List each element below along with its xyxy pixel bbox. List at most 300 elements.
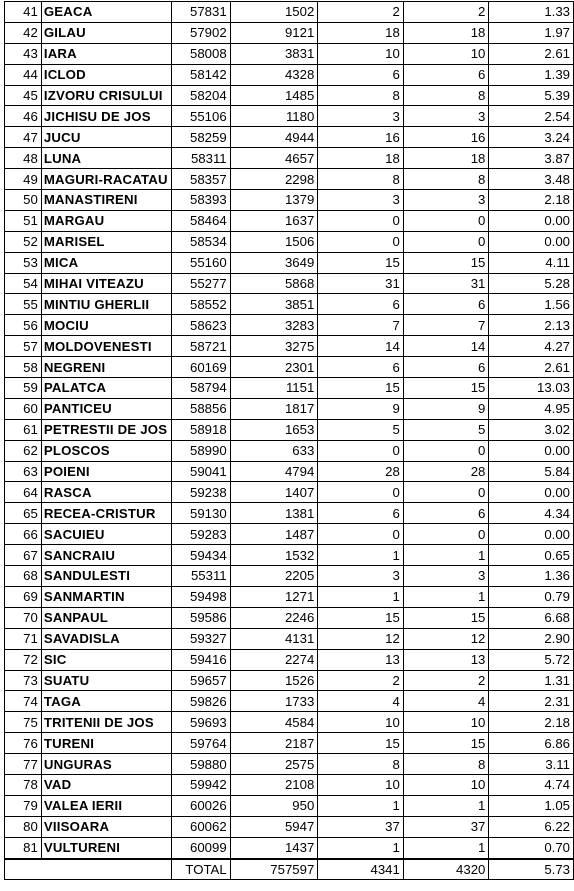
table-row [5,315,574,336]
row-number-cell: 71 [5,628,42,649]
code-cell: 59283 [171,524,230,545]
code-cell: 58856 [171,398,230,419]
population-cell: 1487 [230,524,318,545]
value-a-cell: 0 [318,482,404,503]
percent-cell: 6.86 [489,733,574,754]
percent-cell: 4.27 [489,336,574,357]
locality-name-cell: SACUIEU [41,524,171,545]
code-cell: 57831 [171,2,230,23]
value-b-cell: 0 [403,231,489,252]
percent-cell: 2.61 [489,357,574,378]
value-a-cell: 12 [318,628,404,649]
locality-name-cell: IARA [41,43,171,64]
locality-name-cell: JICHISU DE JOS [41,106,171,127]
row-number-cell: 49 [5,169,42,190]
percent-cell: 2.31 [489,691,574,712]
percent-cell: 5.39 [489,85,574,106]
value-a-cell: 0 [318,231,404,252]
locality-name-cell: RASCA [41,482,171,503]
population-cell: 2205 [230,566,318,587]
population-cell: 1485 [230,85,318,106]
percent-cell: 4.34 [489,503,574,524]
population-cell: 1817 [230,398,318,419]
value-a-cell: 14 [318,336,404,357]
code-cell: 59041 [171,461,230,482]
value-a-cell: 16 [318,127,404,148]
table-row [5,795,574,816]
table-row [5,586,574,607]
value-a-cell: 1 [318,545,404,566]
table-row [5,774,574,795]
locality-name-cell: MOLDOVENESTI [41,336,171,357]
value-b-cell: 15 [403,607,489,628]
value-a-cell: 0 [318,524,404,545]
table-row [5,691,574,712]
locality-name-cell: PALATCA [41,378,171,399]
value-a-cell: 3 [318,190,404,211]
locality-name-cell: SUATU [41,670,171,691]
code-cell: 59693 [171,712,230,733]
value-b-cell: 0 [403,440,489,461]
value-b-cell: 8 [403,85,489,106]
table-row [5,336,574,357]
table-row [5,628,574,649]
population-cell: 3649 [230,252,318,273]
percent-cell: 2.18 [489,712,574,733]
value-b-cell: 3 [403,106,489,127]
row-number-cell: 68 [5,566,42,587]
row-number-cell: 63 [5,461,42,482]
percent-cell: 13.03 [489,378,574,399]
value-a-cell: 15 [318,252,404,273]
value-a-cell: 5 [318,419,404,440]
value-a-cell: 6 [318,503,404,524]
value-a-cell: 10 [318,43,404,64]
locality-name-cell: SANPAUL [41,607,171,628]
value-a-cell: 2 [318,670,404,691]
percent-cell: 5.72 [489,649,574,670]
population-cell: 4131 [230,628,318,649]
table-row [5,816,574,837]
table-row [5,22,574,43]
code-cell: 55277 [171,273,230,294]
locality-name-cell: POIENI [41,461,171,482]
locality-name-cell: PETRESTII DE JOS [41,419,171,440]
locality-name-cell: PLOSCOS [41,440,171,461]
table-row [5,127,574,148]
population-cell: 1637 [230,210,318,231]
value-b-cell: 5 [403,419,489,440]
row-number-cell: 44 [5,64,42,85]
value-b-cell: 10 [403,712,489,733]
locality-name-cell: LUNA [41,148,171,169]
table-row [5,524,574,545]
code-cell: 58721 [171,336,230,357]
percent-cell: 0.00 [489,231,574,252]
locality-name-cell: JUCU [41,127,171,148]
row-number-cell: 67 [5,545,42,566]
population-cell: 3831 [230,43,318,64]
value-a-cell: 7 [318,315,404,336]
table-row [5,231,574,252]
total-label: TOTAL [171,859,230,880]
code-cell: 58464 [171,210,230,231]
population-cell: 1532 [230,545,318,566]
table-row [5,357,574,378]
population-cell: 2108 [230,774,318,795]
percent-cell: 3.02 [489,419,574,440]
locality-name-cell: TURENI [41,733,171,754]
value-b-cell: 0 [403,524,489,545]
value-b-cell: 16 [403,127,489,148]
value-a-cell: 18 [318,22,404,43]
population-cell: 1151 [230,378,318,399]
row-number-cell: 56 [5,315,42,336]
code-cell: 58008 [171,43,230,64]
percent-cell: 0.65 [489,545,574,566]
population-cell: 1502 [230,2,318,23]
value-b-cell: 0 [403,210,489,231]
population-cell: 4794 [230,461,318,482]
value-b-cell: 31 [403,273,489,294]
locality-name-cell: MIHAI VITEAZU [41,273,171,294]
value-a-cell: 6 [318,357,404,378]
value-b-cell: 15 [403,733,489,754]
population-cell: 4328 [230,64,318,85]
row-number-cell: 45 [5,85,42,106]
code-cell: 55160 [171,252,230,273]
population-cell: 2575 [230,754,318,775]
value-a-cell: 8 [318,85,404,106]
value-a-cell: 15 [318,607,404,628]
locality-name-cell: RECEA-CRISTUR [41,503,171,524]
percent-cell: 0.00 [489,210,574,231]
population-cell: 4944 [230,127,318,148]
population-cell: 3275 [230,336,318,357]
table-row [5,607,574,628]
value-b-cell: 37 [403,816,489,837]
table-row [5,649,574,670]
population-cell: 2274 [230,649,318,670]
value-b-cell: 7 [403,315,489,336]
row-number-cell: 70 [5,607,42,628]
population-cell: 1180 [230,106,318,127]
value-b-cell: 14 [403,336,489,357]
code-cell: 59327 [171,628,230,649]
value-a-cell: 8 [318,169,404,190]
row-number-cell: 77 [5,754,42,775]
table-row [5,252,574,273]
row-number-cell: 50 [5,190,42,211]
population-cell: 3283 [230,315,318,336]
value-a-cell: 13 [318,649,404,670]
percent-cell: 4.74 [489,774,574,795]
code-cell: 58142 [171,64,230,85]
percent-cell: 0.00 [489,482,574,503]
population-cell: 1733 [230,691,318,712]
code-cell: 58623 [171,315,230,336]
value-b-cell: 18 [403,148,489,169]
code-cell: 55311 [171,566,230,587]
code-cell: 57902 [171,22,230,43]
code-cell: 59657 [171,670,230,691]
value-b-cell: 1 [403,586,489,607]
row-number-cell: 79 [5,795,42,816]
locality-name-cell: SANDULESTI [41,566,171,587]
value-a-cell: 31 [318,273,404,294]
row-number-cell: 59 [5,378,42,399]
row-number-cell: 61 [5,419,42,440]
population-cell: 2301 [230,357,318,378]
population-cell: 1653 [230,419,318,440]
percent-cell: 0.00 [489,440,574,461]
value-b-cell: 6 [403,503,489,524]
code-cell: 58393 [171,190,230,211]
value-a-cell: 4 [318,691,404,712]
code-cell: 59942 [171,774,230,795]
table-row [5,733,574,754]
locality-name-cell: MICA [41,252,171,273]
value-a-cell: 1 [318,586,404,607]
code-cell: 58794 [171,378,230,399]
value-a-cell: 10 [318,712,404,733]
percent-cell: 6.68 [489,607,574,628]
locality-name-cell: MAGURI-RACATAU [41,169,171,190]
percent-cell: 1.31 [489,670,574,691]
row-number-cell: 48 [5,148,42,169]
code-cell: 60026 [171,795,230,816]
percent-cell: 0.00 [489,524,574,545]
row-number-cell: 54 [5,273,42,294]
row-number-cell: 42 [5,22,42,43]
total-population: 757597 [230,859,318,880]
percent-cell: 2.90 [489,628,574,649]
row-number-cell: 66 [5,524,42,545]
value-a-cell: 10 [318,774,404,795]
code-cell: 58311 [171,148,230,169]
code-cell: 59826 [171,691,230,712]
total-value-a: 4341 [318,859,404,880]
percent-cell: 5.84 [489,461,574,482]
table-row [5,482,574,503]
table-row [5,566,574,587]
value-a-cell: 6 [318,64,404,85]
value-b-cell: 3 [403,566,489,587]
value-b-cell: 6 [403,294,489,315]
code-cell: 55106 [171,106,230,127]
code-cell: 59764 [171,733,230,754]
code-cell: 60099 [171,837,230,858]
value-a-cell: 15 [318,733,404,754]
percent-cell: 3.24 [489,127,574,148]
percent-cell: 1.33 [489,2,574,23]
table-row [5,398,574,419]
row-number-cell: 52 [5,231,42,252]
row-number-cell: 81 [5,837,42,858]
code-cell: 58918 [171,419,230,440]
row-number-cell: 62 [5,440,42,461]
population-cell: 2187 [230,733,318,754]
code-cell: 58990 [171,440,230,461]
value-b-cell: 1 [403,795,489,816]
value-a-cell: 8 [318,754,404,775]
locality-name-cell: MANASTIRENI [41,190,171,211]
locality-name-cell: VAD [41,774,171,795]
value-a-cell: 9 [318,398,404,419]
percent-cell: 1.05 [489,795,574,816]
row-number-cell: 47 [5,127,42,148]
percent-cell: 5.28 [489,273,574,294]
code-cell: 58357 [171,169,230,190]
value-b-cell: 10 [403,774,489,795]
population-cell: 9121 [230,22,318,43]
value-b-cell: 3 [403,190,489,211]
percent-cell: 0.79 [489,586,574,607]
value-b-cell: 18 [403,22,489,43]
total-percent: 5.73 [489,859,574,880]
value-b-cell: 2 [403,670,489,691]
value-a-cell: 1 [318,837,404,858]
locality-name-cell: VIISOARA [41,816,171,837]
value-b-cell: 0 [403,482,489,503]
code-cell: 59880 [171,754,230,775]
percent-cell: 0.70 [489,837,574,858]
population-cell: 2246 [230,607,318,628]
code-cell: 60062 [171,816,230,837]
code-cell: 58259 [171,127,230,148]
locality-name-cell: MARGAU [41,210,171,231]
row-number-cell: 74 [5,691,42,712]
total-value-b: 4320 [403,859,489,880]
spreadsheet [4,1,574,880]
code-cell: 59416 [171,649,230,670]
total-blank-cell [5,859,42,880]
value-a-cell: 6 [318,294,404,315]
locality-name-cell: ICLOD [41,64,171,85]
table-row [5,545,574,566]
locality-name-cell: IZVORU CRISULUI [41,85,171,106]
code-cell: 58552 [171,294,230,315]
table-row [5,419,574,440]
value-b-cell: 9 [403,398,489,419]
table-row [5,64,574,85]
table-row [5,148,574,169]
percent-cell: 1.56 [489,294,574,315]
value-a-cell: 0 [318,210,404,231]
table-row [5,210,574,231]
row-number-cell: 64 [5,482,42,503]
row-number-cell: 65 [5,503,42,524]
code-cell: 59130 [171,503,230,524]
percent-cell: 3.11 [489,754,574,775]
table-row [5,712,574,733]
row-number-cell: 76 [5,733,42,754]
value-b-cell: 13 [403,649,489,670]
row-number-cell: 53 [5,252,42,273]
population-cell: 1379 [230,190,318,211]
code-cell: 59586 [171,607,230,628]
total-blank-cell [41,859,171,880]
row-number-cell: 43 [5,43,42,64]
population-cell: 1407 [230,482,318,503]
locality-name-cell: VALEA IERII [41,795,171,816]
code-cell: 59238 [171,482,230,503]
value-b-cell: 2 [403,2,489,23]
population-cell: 5868 [230,273,318,294]
code-cell: 60169 [171,357,230,378]
locality-name-cell: NEGRENI [41,357,171,378]
percent-cell: 2.13 [489,315,574,336]
table-row [5,43,574,64]
locality-name-cell: SIC [41,649,171,670]
table-row [5,273,574,294]
value-b-cell: 6 [403,357,489,378]
table-row [5,190,574,211]
row-number-cell: 78 [5,774,42,795]
percent-cell: 1.39 [489,64,574,85]
locality-name-cell: PANTICEU [41,398,171,419]
percent-cell: 2.54 [489,106,574,127]
row-number-cell: 55 [5,294,42,315]
value-a-cell: 37 [318,816,404,837]
locality-name-cell: SAVADISLA [41,628,171,649]
percent-cell: 4.95 [489,398,574,419]
locality-name-cell: MINTIU GHERLII [41,294,171,315]
percent-cell: 1.97 [489,22,574,43]
population-cell: 4584 [230,712,318,733]
value-a-cell: 2 [318,2,404,23]
value-b-cell: 12 [403,628,489,649]
population-cell: 1526 [230,670,318,691]
percent-cell: 2.18 [489,190,574,211]
value-a-cell: 28 [318,461,404,482]
value-a-cell: 3 [318,566,404,587]
value-b-cell: 28 [403,461,489,482]
value-b-cell: 15 [403,378,489,399]
population-cell: 4657 [230,148,318,169]
row-number-cell: 46 [5,106,42,127]
value-b-cell: 8 [403,169,489,190]
row-number-cell: 57 [5,336,42,357]
table-row [5,670,574,691]
table-row [5,461,574,482]
code-cell: 58204 [171,85,230,106]
row-number-cell: 80 [5,816,42,837]
percent-cell: 4.11 [489,252,574,273]
code-cell: 58534 [171,231,230,252]
population-cell: 950 [230,795,318,816]
percent-cell: 3.87 [489,148,574,169]
table-row [5,837,574,858]
table-row [5,85,574,106]
locality-name-cell: TAGA [41,691,171,712]
population-cell: 1437 [230,837,318,858]
table-row [5,440,574,461]
row-number-cell: 72 [5,649,42,670]
table-row [5,106,574,127]
table-row [5,503,574,524]
row-number-cell: 58 [5,357,42,378]
row-number-cell: 73 [5,670,42,691]
locality-name-cell: SANMARTIN [41,586,171,607]
table-row [5,2,574,23]
population-cell: 1506 [230,231,318,252]
table-row [5,169,574,190]
value-a-cell: 18 [318,148,404,169]
locality-name-cell: GEACA [41,2,171,23]
value-b-cell: 1 [403,837,489,858]
table-row [5,754,574,775]
